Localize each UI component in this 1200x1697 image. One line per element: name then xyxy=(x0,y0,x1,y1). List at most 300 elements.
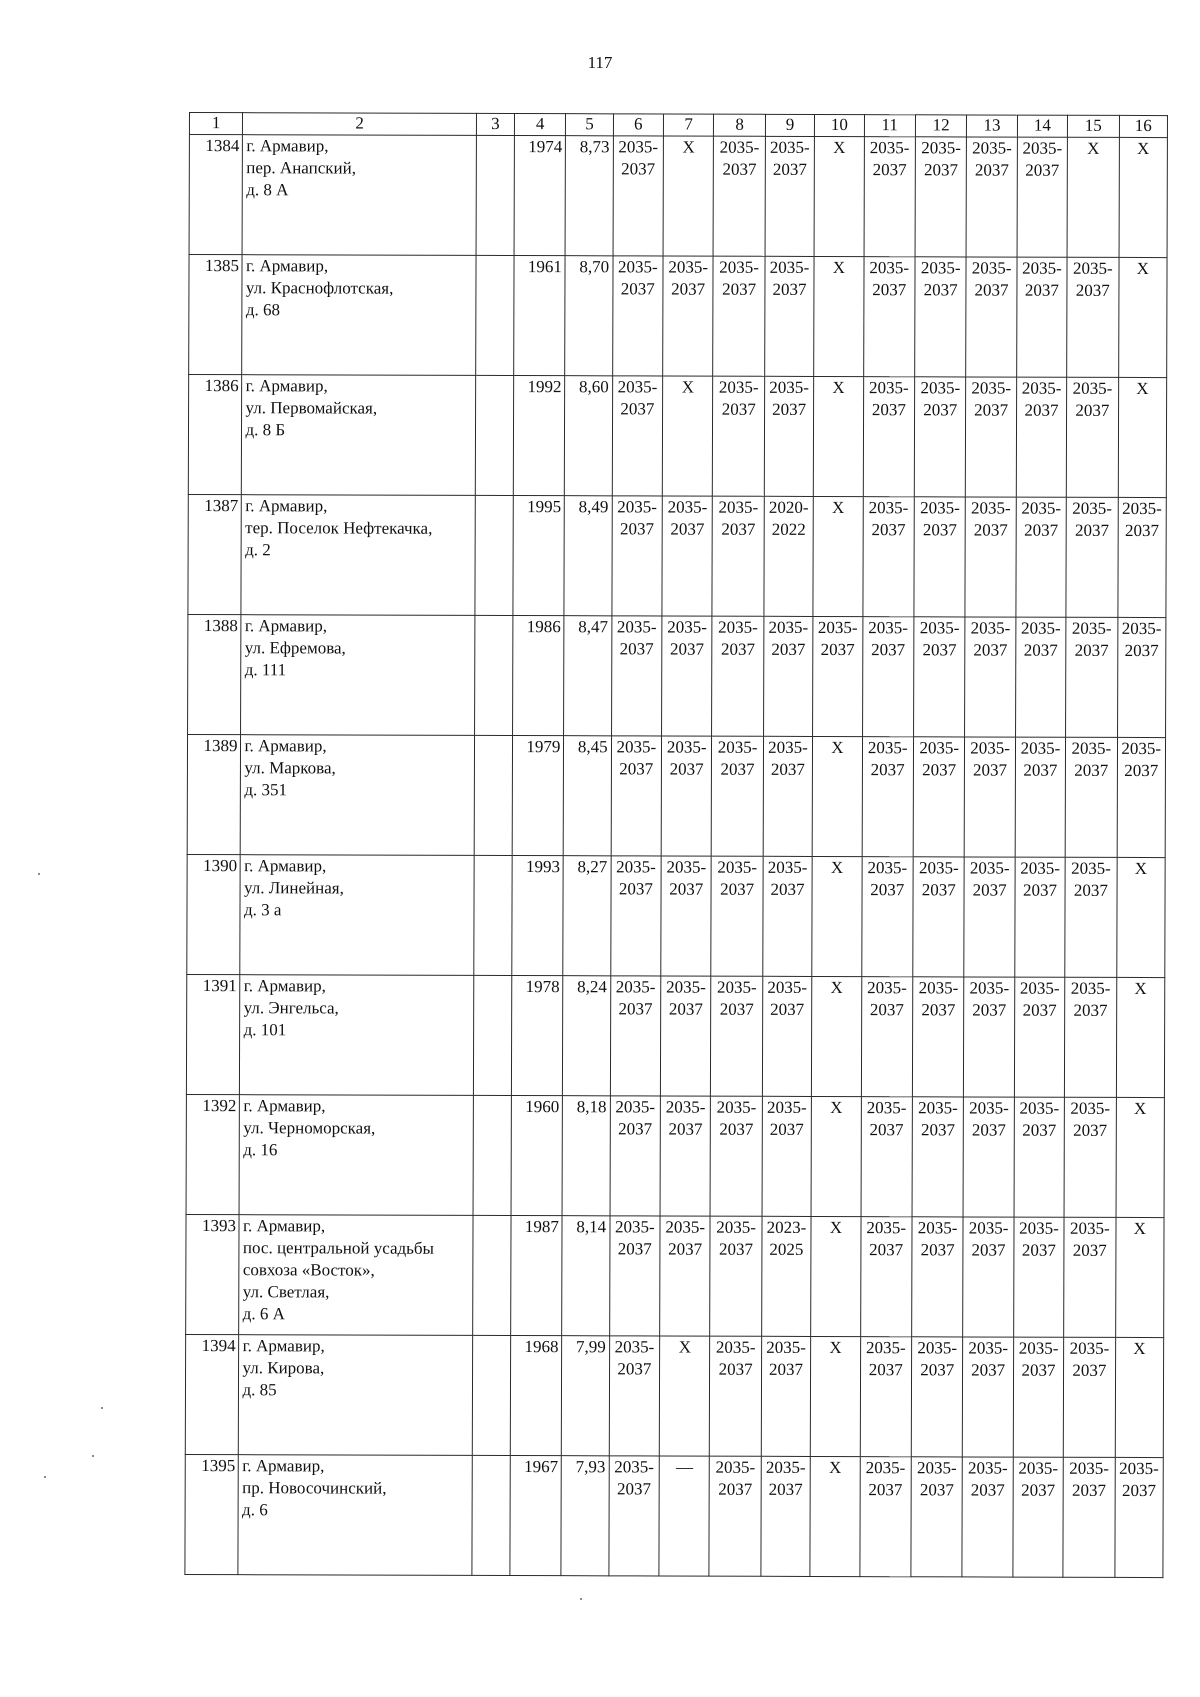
period-text: 2035- xyxy=(765,1457,806,1477)
address-line: тер. Поселок Нефтекачка, xyxy=(245,518,433,538)
repair-period-cell xyxy=(861,857,913,977)
repair-period-cell xyxy=(1118,377,1167,497)
period-text: 2037 xyxy=(1025,160,1060,180)
period-text: 2037 xyxy=(669,879,704,899)
period-text: 2035- xyxy=(615,1097,656,1117)
address-cell xyxy=(240,1095,474,1216)
period-text: 2035- xyxy=(618,137,659,157)
period-text: 2035- xyxy=(867,738,908,758)
period-text: 2037 xyxy=(620,519,655,539)
value-cell: 7,99 xyxy=(562,1336,610,1456)
value-cell: 8,73 xyxy=(565,136,613,256)
period-text: 2037 xyxy=(1075,520,1110,540)
repair-period-cell xyxy=(711,976,763,1096)
repair-period-cell xyxy=(1017,137,1068,257)
repair-period-cell xyxy=(1066,617,1118,737)
period-text: 2035- xyxy=(1071,738,1112,758)
period-text: 2035- xyxy=(917,1458,957,1478)
repair-period-cell xyxy=(862,617,914,737)
period-text: 2020- xyxy=(768,497,809,517)
repair-period-cell xyxy=(609,1216,660,1336)
address-line: д. 2 xyxy=(245,540,271,560)
period-text: 2035- xyxy=(968,1218,1009,1238)
period-text: 2035- xyxy=(865,1458,906,1478)
address-line: г. Армавир, xyxy=(242,1336,325,1356)
period-text: 2037 xyxy=(971,1240,1006,1260)
period-text: 2037 xyxy=(617,1239,652,1259)
value-cell: 8,24 xyxy=(563,976,611,1096)
period-text: 2035- xyxy=(1019,978,1060,998)
table-row xyxy=(185,1334,1163,1457)
period-text: 2037 xyxy=(1124,760,1159,781)
period-text: 2035- xyxy=(719,137,760,157)
repair-period-cell xyxy=(610,856,661,976)
address-line: д. 8 А xyxy=(246,180,289,200)
repair-period-cell xyxy=(762,976,812,1096)
period-text: 2035- xyxy=(1072,378,1113,398)
repair-period-cell xyxy=(712,616,764,736)
period-text: 2037 xyxy=(1021,1480,1056,1500)
period-text: 2037 xyxy=(720,879,755,899)
period-text: 2037 xyxy=(719,1119,754,1139)
period-text: 2037 xyxy=(770,879,805,899)
address-line: г. Армавир, xyxy=(243,1096,326,1116)
period-text: 2035- xyxy=(869,258,910,278)
period-text: 2037 xyxy=(1124,640,1159,661)
period-text: 2037 xyxy=(1072,1240,1107,1260)
repair-period-cell xyxy=(1116,977,1165,1097)
address-cell xyxy=(243,135,477,256)
repair-period-cell xyxy=(662,376,713,496)
repair-period-cell xyxy=(1067,257,1119,377)
period-text: 2035- xyxy=(869,138,910,158)
repair-period-cell xyxy=(761,1336,811,1456)
period-text: 2035- xyxy=(866,1338,906,1358)
repair-period-cell xyxy=(860,1217,912,1337)
table-row xyxy=(187,734,1165,857)
repair-period-cell xyxy=(1013,1217,1064,1337)
period-text: 2035- xyxy=(971,258,1012,278)
address-cell xyxy=(241,615,475,736)
period-text: 2037 xyxy=(1023,640,1058,660)
column-number-header: 14 xyxy=(1017,115,1067,137)
period-text: 2037 xyxy=(1021,1360,1056,1380)
period-text: 2035- xyxy=(614,1457,654,1477)
period-text: 2035- xyxy=(970,618,1011,638)
period-text: 2035- xyxy=(918,978,959,998)
value-cell: 8,70 xyxy=(565,256,613,376)
period-text: 2037 xyxy=(721,519,756,539)
column-number-header: 7 xyxy=(663,114,713,136)
period-text: 2035- xyxy=(918,1098,958,1118)
table-row xyxy=(189,135,1167,258)
column-3-cell xyxy=(472,1335,510,1455)
repair-period-cell xyxy=(1063,1457,1115,1577)
period-text: 2037 xyxy=(720,759,755,779)
value-cell: 8,14 xyxy=(562,1216,610,1336)
period-text: 2035- xyxy=(766,1337,807,1357)
repair-period-cell xyxy=(1118,257,1167,377)
period-text: 2037 xyxy=(620,399,655,419)
year-built-cell: 1993 xyxy=(512,856,564,976)
period-text: 2037 xyxy=(768,1479,803,1499)
period-text: 2037 xyxy=(921,1000,956,1020)
repair-period-cell xyxy=(913,857,965,977)
address-line: г. Армавир, xyxy=(242,1456,325,1476)
table-row xyxy=(186,1094,1164,1217)
period-text: X xyxy=(1133,1218,1146,1239)
repair-period-cell xyxy=(1116,857,1165,977)
period-text: X xyxy=(682,137,695,157)
period-text: 2037 xyxy=(770,999,805,1019)
repair-period-cell xyxy=(613,136,664,256)
repair-period-cell xyxy=(612,376,663,496)
repair-period-cell xyxy=(814,136,864,256)
repair-period-cell xyxy=(610,976,661,1096)
row-number: 1395 xyxy=(185,1454,239,1574)
repair-period-cell xyxy=(913,737,965,857)
period-text: 2037 xyxy=(1121,1480,1156,1501)
period-text: 2035- xyxy=(617,377,658,397)
repair-period-cell xyxy=(1014,1097,1065,1217)
repair-period-cell xyxy=(710,1096,762,1216)
repair-period-cell xyxy=(861,1097,913,1217)
period-text: 2037 xyxy=(872,160,907,180)
address-line: ул. Краснофлотская, xyxy=(245,278,394,298)
period-text: 2037 xyxy=(719,1239,754,1259)
address-line: ул. Ефремова, xyxy=(244,638,346,658)
repair-period-cell xyxy=(712,736,764,856)
period-text: 2035- xyxy=(867,978,907,998)
value-cell: 8,60 xyxy=(565,376,613,496)
value-cell: 8,18 xyxy=(562,1096,610,1216)
column-number-header: 3 xyxy=(476,113,514,135)
period-text: 2035- xyxy=(666,857,707,877)
repair-period-cell xyxy=(861,977,913,1097)
repair-period-cell xyxy=(763,616,813,736)
period-text: 2035- xyxy=(618,257,658,277)
repair-period-cell xyxy=(1066,497,1118,617)
repair-period-cell xyxy=(963,1337,1014,1457)
address-cell xyxy=(242,375,476,496)
repair-period-cell xyxy=(963,1217,1014,1337)
repair-period-cell xyxy=(810,1336,860,1456)
period-text: 2035- xyxy=(1072,498,1112,518)
year-built-cell: 1967 xyxy=(510,1456,562,1576)
repair-period-cell xyxy=(1117,617,1166,737)
period-text: 2035- xyxy=(969,1098,1009,1118)
repair-period-cell xyxy=(662,496,713,616)
period-text: 2035- xyxy=(716,1217,756,1237)
repair-period-cell xyxy=(1015,857,1066,977)
period-text: 2035- xyxy=(665,1097,706,1117)
repair-period-cell xyxy=(911,1457,963,1577)
repair-period-cell xyxy=(813,616,863,736)
period-text: 2037 xyxy=(671,279,706,299)
table-row xyxy=(188,614,1166,737)
value-cell: 8,45 xyxy=(564,736,612,856)
repair-period-cell xyxy=(964,857,1015,977)
repair-period-cell xyxy=(764,376,814,496)
period-text: 2035- xyxy=(1121,618,1162,639)
period-text: 2035- xyxy=(972,138,1012,158)
period-text: 2035- xyxy=(1020,738,1061,758)
column-number-header: 9 xyxy=(765,114,814,136)
row-number: 1393 xyxy=(186,1214,240,1334)
repair-period-cell xyxy=(660,976,711,1096)
repair-period-cell xyxy=(966,257,1017,377)
period-text: 2035- xyxy=(970,498,1011,518)
repair-period-cell xyxy=(965,737,1016,857)
repair-period-cell xyxy=(1114,1457,1163,1577)
column-number-header: 15 xyxy=(1068,115,1119,137)
period-text: 2037 xyxy=(1075,400,1110,420)
period-text: X xyxy=(831,498,845,518)
period-text: 2035- xyxy=(616,857,656,877)
period-text: 2037 xyxy=(618,999,653,1019)
period-text: 2037 xyxy=(772,399,807,419)
row-number: 1388 xyxy=(188,614,242,734)
period-text: 2035- xyxy=(768,617,809,637)
period-text: 2037 xyxy=(1074,760,1109,780)
column-number-header-row xyxy=(189,113,1167,138)
table-row xyxy=(186,1214,1164,1337)
period-text: 2037 xyxy=(769,1359,804,1379)
repair-period-cell xyxy=(660,1096,711,1216)
period-text: 2037 xyxy=(718,1359,753,1379)
repair-period-cell xyxy=(713,256,765,376)
table-row xyxy=(187,854,1165,977)
address-line: г. Армавир, xyxy=(244,616,328,636)
period-text: 2037 xyxy=(720,639,755,659)
repair-period-cell xyxy=(1013,1337,1064,1457)
address-line: д. 6 А xyxy=(242,1304,285,1324)
period-text: X xyxy=(1134,978,1147,999)
address-cell xyxy=(238,1455,472,1576)
repair-period-cell xyxy=(710,1216,762,1336)
period-text: X xyxy=(678,1337,692,1357)
period-text: 2035- xyxy=(768,737,808,757)
period-text: 2035- xyxy=(715,1337,756,1357)
address-line: г. Армавир, xyxy=(243,976,326,996)
period-text: 2037 xyxy=(922,520,957,540)
period-text: 2037 xyxy=(619,639,654,659)
period-text: 2037 xyxy=(668,999,703,1019)
period-text: 2037 xyxy=(972,880,1007,900)
period-text: X xyxy=(830,858,844,878)
period-text: 2035- xyxy=(969,978,1010,998)
period-text: 2035- xyxy=(1021,498,1062,518)
period-text: X xyxy=(832,378,845,398)
period-text: 2037 xyxy=(922,760,957,780)
repair-period-cell xyxy=(911,1337,963,1457)
repair-period-cell xyxy=(713,376,765,496)
period-text: 2037 xyxy=(922,640,957,660)
column-3-cell xyxy=(474,735,512,855)
address-line: д. 6 xyxy=(242,1500,268,1520)
period-text: 2035- xyxy=(667,497,708,517)
period-text: 2035- xyxy=(1121,738,1162,759)
column-number-header: 8 xyxy=(714,114,765,136)
repair-period-cell xyxy=(661,856,712,976)
column-number-header: 6 xyxy=(613,114,663,136)
period-text: 2037 xyxy=(921,880,956,900)
period-text: 2035- xyxy=(769,377,810,397)
repair-period-cell xyxy=(1119,137,1168,257)
period-text: 2037 xyxy=(919,1480,954,1500)
year-built-cell: 1961 xyxy=(514,256,566,376)
value-cell: 8,47 xyxy=(564,616,612,736)
period-text: 2035- xyxy=(1119,1458,1159,1479)
table-row xyxy=(188,375,1166,498)
column-number-header: 2 xyxy=(243,113,477,136)
period-text: X xyxy=(1137,138,1150,159)
period-text: 2037 xyxy=(1024,400,1059,420)
period-text: 2035- xyxy=(718,617,758,637)
period-text: 2035- xyxy=(968,1338,1009,1358)
column-3-cell xyxy=(475,375,513,495)
period-text: 2037 xyxy=(920,1120,956,1140)
repair-period-cell xyxy=(914,497,966,617)
repair-period-cell xyxy=(862,737,914,857)
period-text: 2035- xyxy=(769,257,810,277)
repair-period-cell xyxy=(663,256,714,376)
period-text: X xyxy=(1134,858,1148,879)
period-text: 2035- xyxy=(1019,1218,1059,1238)
address-cell xyxy=(241,495,475,616)
address-line: г. Армавир, xyxy=(245,376,328,396)
repair-period-cell xyxy=(612,496,663,616)
period-text: 2035- xyxy=(1021,378,1062,398)
period-text: X xyxy=(829,1338,842,1358)
repair-period-cell xyxy=(965,617,1016,737)
period-text: X xyxy=(681,377,695,397)
value-cell: 8,49 xyxy=(564,496,612,616)
housing-repair-schedule-table xyxy=(184,112,1168,1578)
repair-period-cell xyxy=(609,1456,660,1576)
period-text: 2037 xyxy=(972,1000,1007,1020)
repair-period-cell xyxy=(1115,1217,1164,1337)
period-text: 2035- xyxy=(1022,138,1063,158)
repair-period-cell xyxy=(966,377,1017,497)
repair-period-cell xyxy=(812,856,862,976)
repair-period-cell xyxy=(963,1097,1014,1217)
period-text: 2037 xyxy=(970,1480,1005,1500)
period-text: X xyxy=(1087,138,1100,158)
address-line: д. 351 xyxy=(244,780,288,800)
repair-period-cell xyxy=(765,136,815,256)
repair-period-cell xyxy=(863,377,915,497)
repair-period-cell xyxy=(764,496,814,616)
repair-period-cell xyxy=(1116,1097,1165,1217)
period-text: 2025 xyxy=(769,1239,804,1259)
year-built-cell: 1978 xyxy=(511,976,563,1096)
period-text: 2035- xyxy=(971,378,1012,398)
address-line: пос. центральной усадьбы xyxy=(242,1238,435,1258)
row-number: 1389 xyxy=(187,734,241,854)
repair-period-cell xyxy=(813,376,863,496)
period-text: 2037 xyxy=(1074,640,1109,660)
repair-period-cell xyxy=(610,1096,661,1216)
year-built-cell: 1987 xyxy=(511,1216,563,1336)
repair-period-cell xyxy=(811,1216,861,1336)
period-text: 2035- xyxy=(917,1338,958,1358)
repair-period-cell xyxy=(1115,1337,1164,1457)
year-built-cell: 1960 xyxy=(511,1096,563,1216)
period-text: 2037 xyxy=(974,160,1009,180)
period-text: 2037 xyxy=(669,759,704,779)
row-number: 1385 xyxy=(189,255,243,375)
period-text: 2035- xyxy=(1072,258,1113,278)
period-text: X xyxy=(829,1218,843,1238)
period-text: 2035- xyxy=(615,977,656,997)
repair-period-cell xyxy=(1064,1217,1116,1337)
address-line: ул. Первомайская, xyxy=(245,398,378,418)
period-text: 2037 xyxy=(721,399,756,419)
repair-period-cell xyxy=(1065,857,1117,977)
period-text: 2037 xyxy=(719,999,754,1019)
period-text: 2035- xyxy=(817,617,858,638)
period-text: 2035- xyxy=(767,977,808,997)
period-text: 2037 xyxy=(620,279,655,299)
period-text: 2035- xyxy=(919,618,960,638)
address-line: г. Армавир, xyxy=(244,856,327,876)
period-text: 2035- xyxy=(866,1218,907,1238)
period-text: 2037 xyxy=(1124,520,1160,541)
period-text: 2035- xyxy=(868,618,909,638)
address-line: д. 68 xyxy=(245,300,281,320)
column-number-header: 11 xyxy=(864,115,915,137)
repair-period-cell xyxy=(1016,377,1067,497)
period-text: X xyxy=(1133,1338,1146,1359)
repair-period-cell xyxy=(711,856,763,976)
repair-period-cell xyxy=(1065,977,1117,1097)
repair-period-cell xyxy=(612,256,663,376)
period-text: X xyxy=(832,258,846,278)
repair-period-cell xyxy=(763,856,813,976)
repair-period-cell xyxy=(1016,257,1067,377)
address-cell xyxy=(240,975,474,1096)
period-text: 2035- xyxy=(1071,618,1112,638)
year-built-cell: 1974 xyxy=(514,136,566,256)
row-number: 1390 xyxy=(187,854,241,974)
address-cell xyxy=(242,255,476,376)
scan-speck xyxy=(44,1476,46,1478)
repair-period-cell xyxy=(962,1457,1013,1577)
period-text: 2037 xyxy=(1072,1480,1107,1500)
period-text: 2037 xyxy=(772,279,807,299)
repair-period-cell xyxy=(1064,1097,1116,1217)
repair-period-cell xyxy=(609,1336,660,1456)
row-number: 1391 xyxy=(186,974,240,1094)
year-built-cell: 1992 xyxy=(513,376,565,496)
scan-speck xyxy=(580,1598,582,1600)
period-text: 2035- xyxy=(918,858,959,878)
repair-period-cell xyxy=(713,136,765,256)
period-text: 2037 xyxy=(820,639,855,660)
column-3-cell xyxy=(476,135,514,255)
period-text: 2035- xyxy=(1070,1098,1111,1118)
period-text: 2037 xyxy=(616,1479,652,1499)
address-line: ул. Линейная, xyxy=(244,878,344,898)
period-text: X xyxy=(831,738,844,758)
repair-period-cell xyxy=(915,257,967,377)
period-text: 2037 xyxy=(1073,880,1108,900)
repair-period-cell xyxy=(1015,617,1066,737)
address-line: д. 3 а xyxy=(243,900,282,920)
column-3-cell xyxy=(473,975,511,1095)
repair-period-cell xyxy=(1117,497,1166,617)
